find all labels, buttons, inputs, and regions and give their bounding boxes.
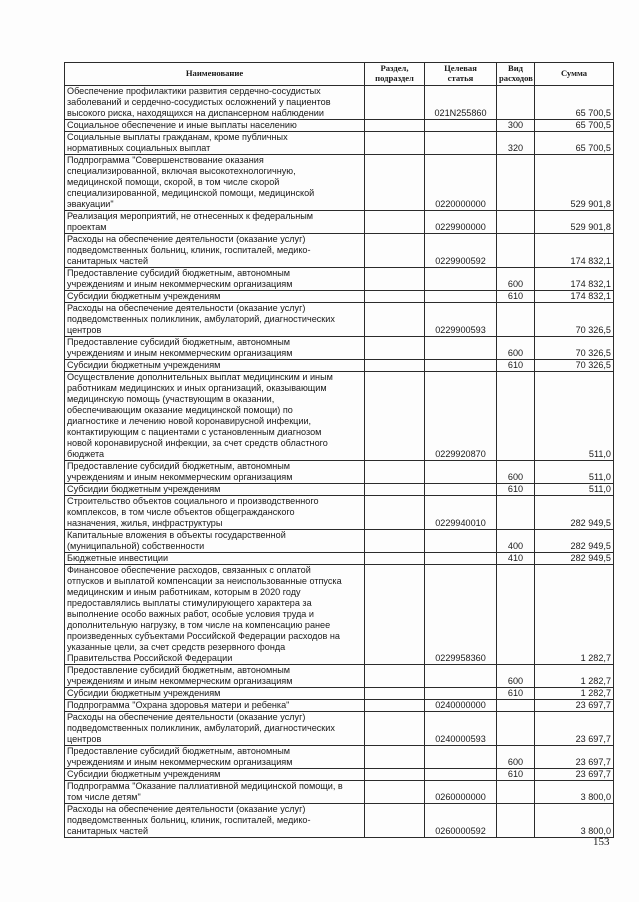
- row-kind: [497, 211, 535, 234]
- row-kind: 600: [497, 461, 535, 484]
- header-section: Раздел, подраздел: [365, 63, 425, 86]
- row-sum: 65 700,5: [535, 120, 614, 132]
- row-target: [425, 665, 497, 688]
- row-section: [365, 530, 425, 553]
- row-target: [425, 360, 497, 372]
- row-section: [365, 700, 425, 712]
- row-sum: 282 949,5: [535, 530, 614, 553]
- row-name: Субсидии бюджетным учреждениям: [65, 360, 365, 372]
- table-row: [65, 565, 614, 665]
- row-kind: 410: [497, 553, 535, 565]
- row-sum: 529 901,8: [535, 155, 614, 211]
- row-kind: [497, 303, 535, 337]
- row-kind: 400: [497, 530, 535, 553]
- page-number: 153: [593, 836, 610, 848]
- table-row: [65, 553, 614, 565]
- row-sum: 70 326,5: [535, 337, 614, 360]
- row-sum: 174 832,1: [535, 268, 614, 291]
- row-section: [365, 484, 425, 496]
- row-name: Расходы на обеспечение деятельности (оказание услуг) подведомственных поликлиник, амбулаторий, диагностических центров: [65, 303, 365, 337]
- row-kind: 600: [497, 268, 535, 291]
- row-sum: 23 697,7: [535, 769, 614, 781]
- row-sum: 23 697,7: [535, 700, 614, 712]
- budget-table: [64, 62, 614, 838]
- row-target: [425, 291, 497, 303]
- row-name: Предоставление субсидий бюджетным, автономным учреждениям и иным некоммерческим организациям: [65, 337, 365, 360]
- table-row: [65, 700, 614, 712]
- row-section: [365, 746, 425, 769]
- table-row: [65, 781, 614, 804]
- table-row: [65, 665, 614, 688]
- row-kind: [497, 804, 535, 838]
- row-section: [365, 688, 425, 700]
- row-kind: [497, 565, 535, 665]
- header-target: Целевая статья: [425, 63, 497, 86]
- row-name: Предоставление субсидий бюджетным, автономным учреждениям и иным некоммерческим организациям: [65, 268, 365, 291]
- row-sum: 174 832,1: [535, 291, 614, 303]
- row-kind: [497, 712, 535, 746]
- row-sum: 282 949,5: [535, 496, 614, 530]
- row-target: 0240000000: [425, 700, 497, 712]
- row-sum: 529 901,8: [535, 211, 614, 234]
- row-name: Реализация мероприятий, не отнесенных к федеральным проектам: [65, 211, 365, 234]
- table-row: [65, 132, 614, 155]
- row-sum: 65 700,5: [535, 132, 614, 155]
- row-section: [365, 769, 425, 781]
- row-section: [365, 291, 425, 303]
- row-target: 0240000593: [425, 712, 497, 746]
- row-name: Обеспечение профилактики развития сердечно-сосудистых заболеваний и сердечно-сосудистых осложнений у пациентов высокого риска, находящихся на диспансерном наблюдении: [65, 86, 365, 120]
- header-kind: Вид расходов: [497, 63, 535, 86]
- row-name: Субсидии бюджетным учреждениям: [65, 291, 365, 303]
- row-target: 021N255860: [425, 86, 497, 120]
- row-name: Предоставление субсидий бюджетным, автономным учреждениям и иным некоммерческим организациям: [65, 665, 365, 688]
- row-section: [365, 781, 425, 804]
- row-name: Строительство объектов социального и производственного комплексов, в том числе объектов общегражданского назначения, жилья, инфраструктуры: [65, 496, 365, 530]
- row-sum: 23 697,7: [535, 746, 614, 769]
- row-section: [365, 565, 425, 665]
- row-kind: [497, 372, 535, 461]
- table-row: [65, 86, 614, 120]
- row-kind: [497, 234, 535, 268]
- row-section: [365, 268, 425, 291]
- header-sum: Сумма: [535, 63, 614, 86]
- row-target: 0229900593: [425, 303, 497, 337]
- row-kind: 600: [497, 665, 535, 688]
- row-name: Осуществление дополнительных выплат медицинским и иным работникам медицинских и иных организаций, оказывающим медицинскую помощь (участвующим в оказании, обеспечивающим оказание медицинской помощи) по диагностике и лечению новой коронавирусной инфекции, контактирующим с пациентами с установленным диагнозом новой коронавирусной инфекции, за счет средств областного бюджета: [65, 372, 365, 461]
- row-name: Субсидии бюджетным учреждениям: [65, 769, 365, 781]
- row-kind: [497, 781, 535, 804]
- table-row: [65, 804, 614, 838]
- row-kind: [497, 700, 535, 712]
- row-section: [365, 461, 425, 484]
- row-target: [425, 746, 497, 769]
- row-section: [365, 712, 425, 746]
- row-section: [365, 86, 425, 120]
- row-section: [365, 337, 425, 360]
- row-target: 0229958360: [425, 565, 497, 665]
- row-sum: 174 832,1: [535, 234, 614, 268]
- row-name: Капитальные вложения в объекты государственной (муниципальной) собственности: [65, 530, 365, 553]
- row-kind: 610: [497, 769, 535, 781]
- row-section: [365, 553, 425, 565]
- table-row: [65, 496, 614, 530]
- row-target: 0229900592: [425, 234, 497, 268]
- row-sum: 70 326,5: [535, 303, 614, 337]
- table-row: [65, 769, 614, 781]
- row-target: [425, 268, 497, 291]
- row-kind: 320: [497, 132, 535, 155]
- row-target: 0229920870: [425, 372, 497, 461]
- table-row: [65, 120, 614, 132]
- row-name: Субсидии бюджетным учреждениям: [65, 688, 365, 700]
- row-sum: 1 282,7: [535, 665, 614, 688]
- table-row: [65, 360, 614, 372]
- row-name: Субсидии бюджетным учреждениям: [65, 484, 365, 496]
- table-row: [65, 461, 614, 484]
- row-section: [365, 211, 425, 234]
- table-row: [65, 303, 614, 337]
- row-kind: 610: [497, 291, 535, 303]
- table-row: [65, 530, 614, 553]
- row-sum: 65 700,5: [535, 86, 614, 120]
- header-name: Наименование: [65, 63, 365, 86]
- table-row: [65, 688, 614, 700]
- row-sum: 511,0: [535, 461, 614, 484]
- row-name: Подпрограмма "Совершенствование оказания специализированной, включая высокотехнологичную, медицинской помощи, скорой, в том числе скорой специализированной, медицинской помощи, медицинской эвакуации": [65, 155, 365, 211]
- row-name: Предоставление субсидий бюджетным, автономным учреждениям и иным некоммерческим организациям: [65, 461, 365, 484]
- row-sum: 282 949,5: [535, 553, 614, 565]
- row-section: [365, 303, 425, 337]
- row-section: [365, 804, 425, 838]
- row-target: 0220000000: [425, 155, 497, 211]
- row-kind: 300: [497, 120, 535, 132]
- row-section: [365, 360, 425, 372]
- row-section: [365, 120, 425, 132]
- row-target: 0229900000: [425, 211, 497, 234]
- row-kind: [497, 86, 535, 120]
- table-row: [65, 291, 614, 303]
- row-section: [365, 496, 425, 530]
- row-sum: 1 282,7: [535, 565, 614, 665]
- row-sum: 3 800,0: [535, 781, 614, 804]
- table-row: [65, 372, 614, 461]
- row-target: [425, 461, 497, 484]
- row-kind: 610: [497, 688, 535, 700]
- row-target: [425, 337, 497, 360]
- table-header-row: [65, 63, 614, 86]
- row-section: [365, 155, 425, 211]
- row-name: Бюджетные инвестиции: [65, 553, 365, 565]
- row-target: [425, 769, 497, 781]
- row-target: 0260000000: [425, 781, 497, 804]
- row-target: [425, 530, 497, 553]
- row-kind: [497, 496, 535, 530]
- table-row: [65, 712, 614, 746]
- row-kind: 600: [497, 337, 535, 360]
- row-name: Расходы на обеспечение деятельности (оказание услуг) подведомственных поликлиник, амбулаторий, диагностических центров: [65, 712, 365, 746]
- row-kind: 610: [497, 360, 535, 372]
- row-section: [365, 234, 425, 268]
- row-target: [425, 553, 497, 565]
- row-sum: 3 800,0: [535, 804, 614, 838]
- row-target: [425, 120, 497, 132]
- row-sum: 511,0: [535, 372, 614, 461]
- row-kind: [497, 155, 535, 211]
- row-target: [425, 484, 497, 496]
- row-name: Подпрограмма "Оказание паллиативной медицинской помощи, в том числе детям": [65, 781, 365, 804]
- table-row: [65, 155, 614, 211]
- row-name: Расходы на обеспечение деятельности (оказание услуг) подведомственных больниц, клиник, госпиталей, медико- санитарных частей: [65, 804, 365, 838]
- row-sum: 23 697,7: [535, 712, 614, 746]
- table-row: [65, 268, 614, 291]
- row-kind: 610: [497, 484, 535, 496]
- row-name: Расходы на обеспечение деятельности (оказание услуг) подведомственных больниц, клиник, госпиталей, медико- санитарных частей: [65, 234, 365, 268]
- table-row: [65, 337, 614, 360]
- table-row: [65, 234, 614, 268]
- row-sum: 511,0: [535, 484, 614, 496]
- row-section: [365, 665, 425, 688]
- row-name: Социальные выплаты гражданам, кроме публичных нормативных социальных выплат: [65, 132, 365, 155]
- row-name: Предоставление субсидий бюджетным, автономным учреждениям и иным некоммерческим организациям: [65, 746, 365, 769]
- row-sum: 1 282,7: [535, 688, 614, 700]
- table-row: [65, 211, 614, 234]
- row-target: 0260000592: [425, 804, 497, 838]
- row-name: Подпрограмма "Охрана здоровья матери и ребенка": [65, 700, 365, 712]
- row-name: Социальное обеспечение и иные выплаты населению: [65, 120, 365, 132]
- row-section: [365, 132, 425, 155]
- row-kind: 600: [497, 746, 535, 769]
- row-section: [365, 372, 425, 461]
- row-sum: 70 326,5: [535, 360, 614, 372]
- table-row: [65, 484, 614, 496]
- table-row: [65, 746, 614, 769]
- row-target: [425, 688, 497, 700]
- row-target: 0229940010: [425, 496, 497, 530]
- row-name: Финансовое обеспечение расходов, связанных с оплатой отпусков и выплатой компенсации за неиспользованные отпуска медицинским и иным работникам, которым в 2020 году предоставлялись выплаты стимулирующего характера за выполнение особо важных работ, особые условия труда и дополнительную нагрузку, в том числе на компенсацию ранее произведенных субъектами Российской Федерации расходов на указанные цели, за счет средств резервного фонда Правительства Российской Федерации: [65, 565, 365, 665]
- row-target: [425, 132, 497, 155]
